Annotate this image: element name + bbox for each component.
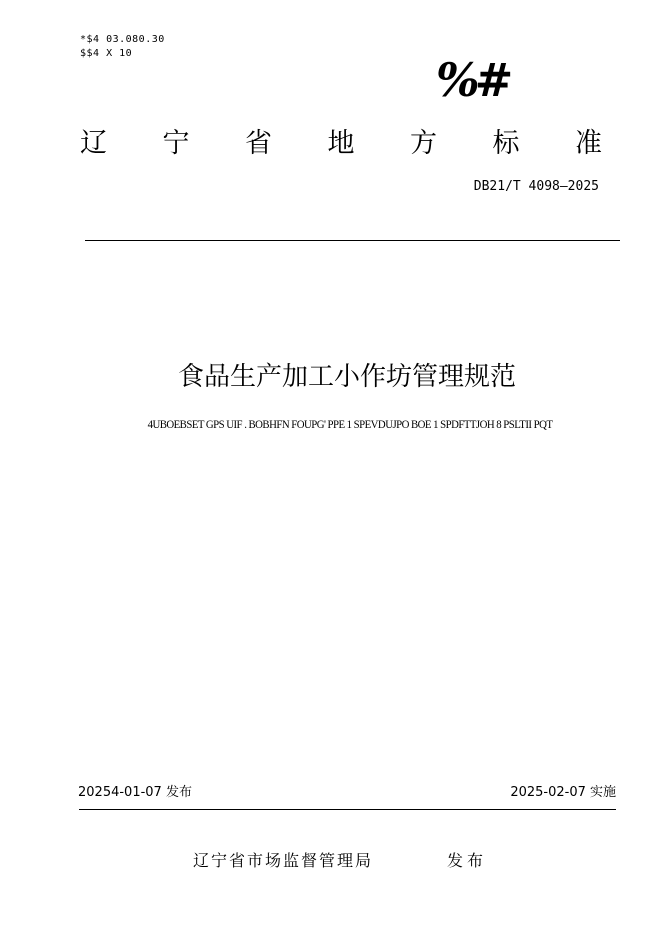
bottom-divider [79, 809, 616, 810]
ics-code: *$4 03.080.30 [80, 34, 165, 45]
standard-type-heading [80, 124, 602, 164]
standard-type-char: 方 [410, 128, 437, 159]
issuing-authority: 辽宁省市场监督管理局 [193, 851, 374, 870]
ccs-code: $$4 X 10 [80, 48, 133, 59]
standard-type-char: 地 [327, 128, 355, 159]
standard-type-char: 宁 [162, 128, 190, 159]
standard-type-char: 标 [492, 128, 520, 159]
classification-codes [80, 33, 165, 61]
standard-logo: %# [436, 53, 509, 107]
standard-number: DB21/T 4098—2025 [473, 179, 599, 194]
document-title: 食品生产加工小作坊管理规范 [177, 362, 516, 392]
document-english-subtitle: 4UBOEBSET GPS UIF . BOBHFN FOUPG' PPE 1 SPEVDUJPO BOE 1 SPDFTTJOH 8 PSLTII PQT [147, 417, 553, 431]
implement-date: 2025-02-07 实施 [510, 785, 616, 800]
publish-date: 20254-01-07 发布 [78, 785, 192, 800]
issuing-action: 发布 [447, 851, 488, 870]
top-divider [85, 240, 620, 241]
standard-type-char: 省 [245, 128, 272, 159]
standard-type-char: 准 [575, 128, 602, 159]
standard-type-char: 辽 [80, 128, 107, 159]
